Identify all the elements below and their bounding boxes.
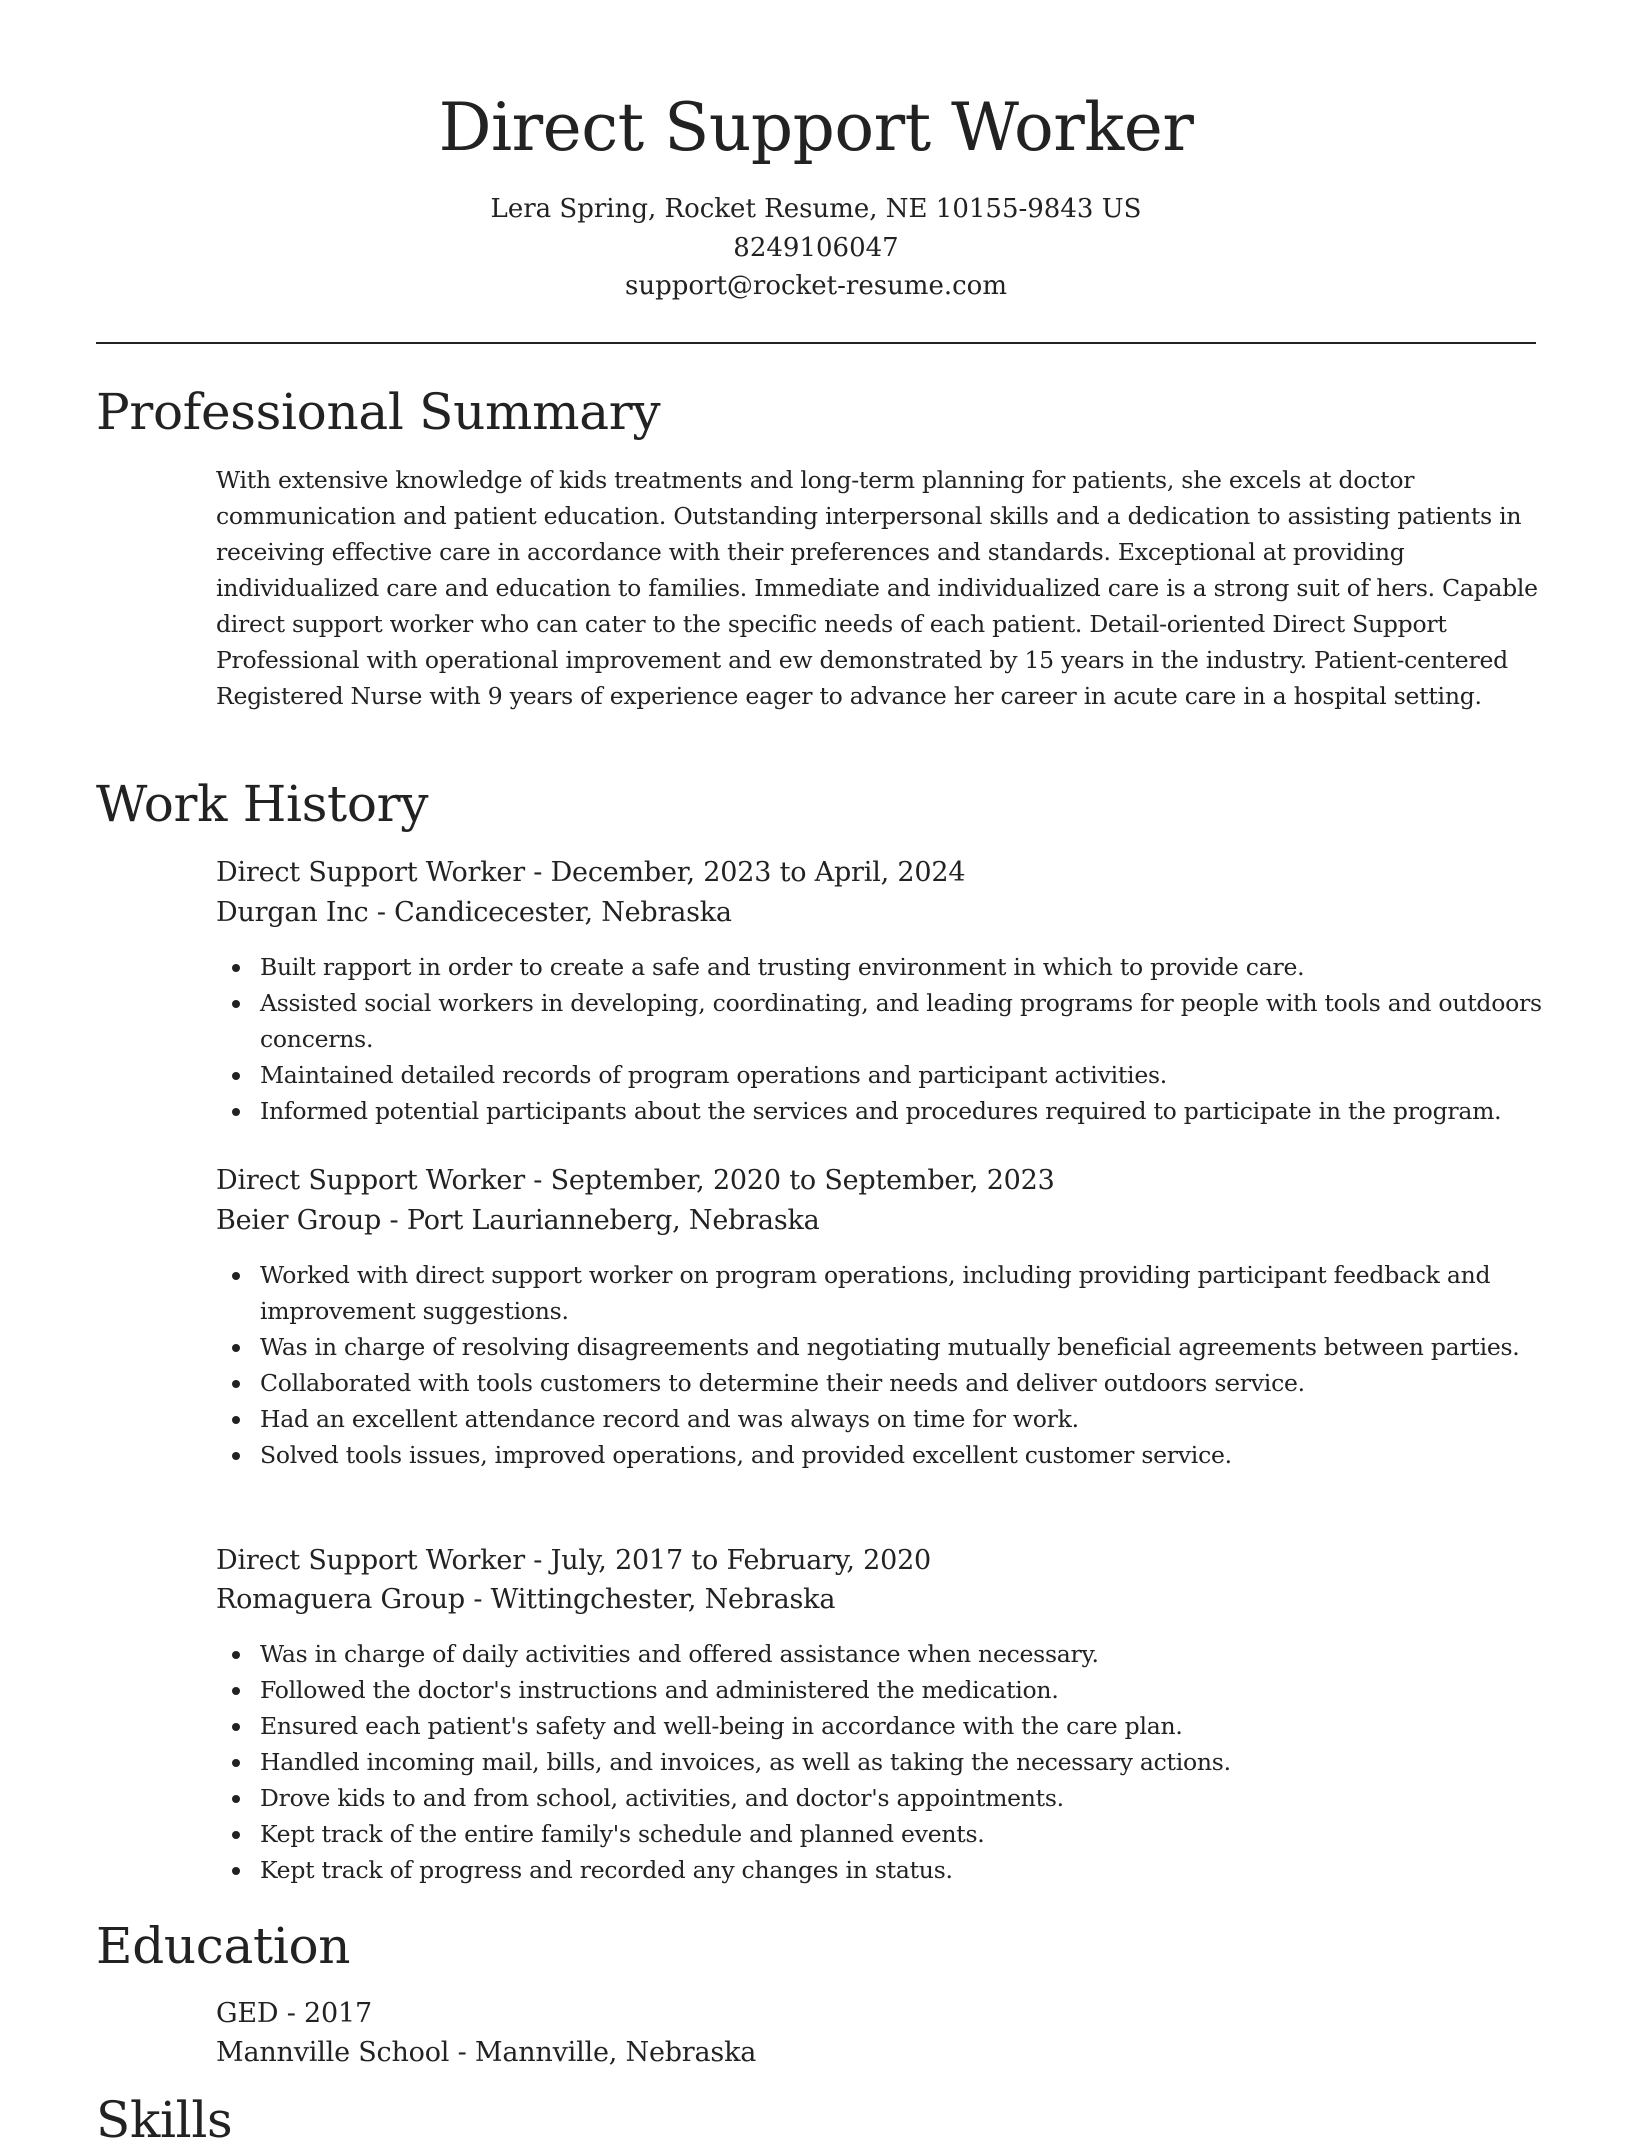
summary-heading: Professional Summary <box>96 383 661 441</box>
work-history-heading: Work History <box>96 775 429 833</box>
education-degree: GED <box>216 1998 279 2029</box>
job-duty: Built rapport in order to create a safe and trusting environment in which to provide care. <box>260 949 1580 985</box>
job-duties-list <box>216 949 1580 1129</box>
job-duty: Was in charge of resolving disagreements and negotiating mutually beneficial agreements between parties. <box>260 1329 1580 1365</box>
job-title-line <box>216 1542 1536 1580</box>
job-duty: Informed potential participants about the services and procedures required to participate in the program. <box>260 1093 1580 1129</box>
job-company-line <box>216 1202 1536 1240</box>
summary-text: With extensive knowledge of kids treatments and long-term planning for patients, she excels at doctor communication and patient education. Outstanding interpersonal skills and a dedication to assisting patients in receiving effective care in accordance with their preferences and standards. Exceptional at providing individualized care and education to families. Immediate and individualized care is a strong suit of hers. Capable direct support worker who can cater to the specific needs of each patient. Detail-oriented Direct Support Professional with operational improvement and ew demonstrated by 15 years in the industry. Patient-centered Registered Nurse with 9 years of experience eager to advance her career in acute care in a hospital setting. <box>216 466 1538 710</box>
education-school: Mannville School <box>216 2037 450 2068</box>
contact-phone: 8249106047 <box>733 233 899 263</box>
resume-title: Direct Support Worker <box>438 89 1194 166</box>
job-dates: - July, 2017 to February, 2020 <box>524 1545 932 1576</box>
job-duty: Kept track of the entire family's schedule and planned events. <box>260 1816 1580 1852</box>
job-company-line <box>216 894 1536 932</box>
job-duty: Maintained detailed records of program operations and participant activities. <box>260 1057 1580 1093</box>
job-location: - Candicecester, Nebraska <box>368 897 732 928</box>
job-duty: Ensured each patient's safety and well-being in accordance with the care plan. <box>260 1708 1580 1744</box>
job-duty: Worked with direct support worker on program operations, including providing participant feedback and improvement suggestions. <box>260 1257 1580 1329</box>
job-company: Durgan Inc <box>216 897 369 928</box>
job-location: - Wittingchester, Nebraska <box>464 1584 836 1615</box>
job-duties-list <box>216 1636 1580 1888</box>
skills-heading: Skills <box>96 2091 233 2149</box>
job-title: Direct Support Worker <box>216 1545 525 1576</box>
education-location: - Mannville, Nebraska <box>449 2037 757 2068</box>
job-title: Direct Support Worker <box>216 1165 525 1196</box>
job-title-line <box>216 1162 1536 1200</box>
job-duty: Collaborated with tools customers to determine their needs and deliver outdoors service. <box>260 1365 1580 1401</box>
job-duty: Followed the doctor's instructions and administered the medication. <box>260 1672 1580 1708</box>
job-company: Romaguera Group <box>216 1584 465 1615</box>
contact-address: Lera Spring, Rocket Resume, NE 10155-9843 US <box>490 194 1142 224</box>
education-degree-line <box>216 1995 1536 2033</box>
education-year: - 2017 <box>278 1998 372 2029</box>
job-duties-list <box>216 1257 1580 1473</box>
job-duty: Was in charge of daily activities and offered assistance when necessary. <box>260 1636 1580 1672</box>
contact-email: support@rocket-resume.com <box>624 271 1007 301</box>
job-dates: - December, 2023 to April, 2024 <box>524 857 966 888</box>
job-duty: Drove kids to and from school, activities, and doctor's appointments. <box>260 1780 1580 1816</box>
job-duty: Solved tools issues, improved operations, and provided excellent customer service. <box>260 1437 1580 1473</box>
job-duty: Kept track of progress and recorded any changes in status. <box>260 1852 1580 1888</box>
job-duty: Assisted social workers in developing, coordinating, and leading programs for people with tools and outdoors concerns. <box>260 985 1580 1057</box>
job-company-line <box>216 1581 1536 1619</box>
job-duty: Had an excellent attendance record and was always on time for work. <box>260 1401 1580 1437</box>
job-location: - Port Laurianneberg, Nebraska <box>381 1205 820 1236</box>
job-title-line <box>216 854 1536 892</box>
header-divider <box>96 342 1536 344</box>
job-dates: - September, 2020 to September, 2023 <box>524 1165 1055 1196</box>
job-title: Direct Support Worker <box>216 857 525 888</box>
education-school-line <box>216 2034 1536 2072</box>
job-duty: Handled incoming mail, bills, and invoices, as well as taking the necessary actions. <box>260 1744 1580 1780</box>
education-heading: Education <box>96 1917 351 1975</box>
job-company: Beier Group <box>216 1205 382 1236</box>
